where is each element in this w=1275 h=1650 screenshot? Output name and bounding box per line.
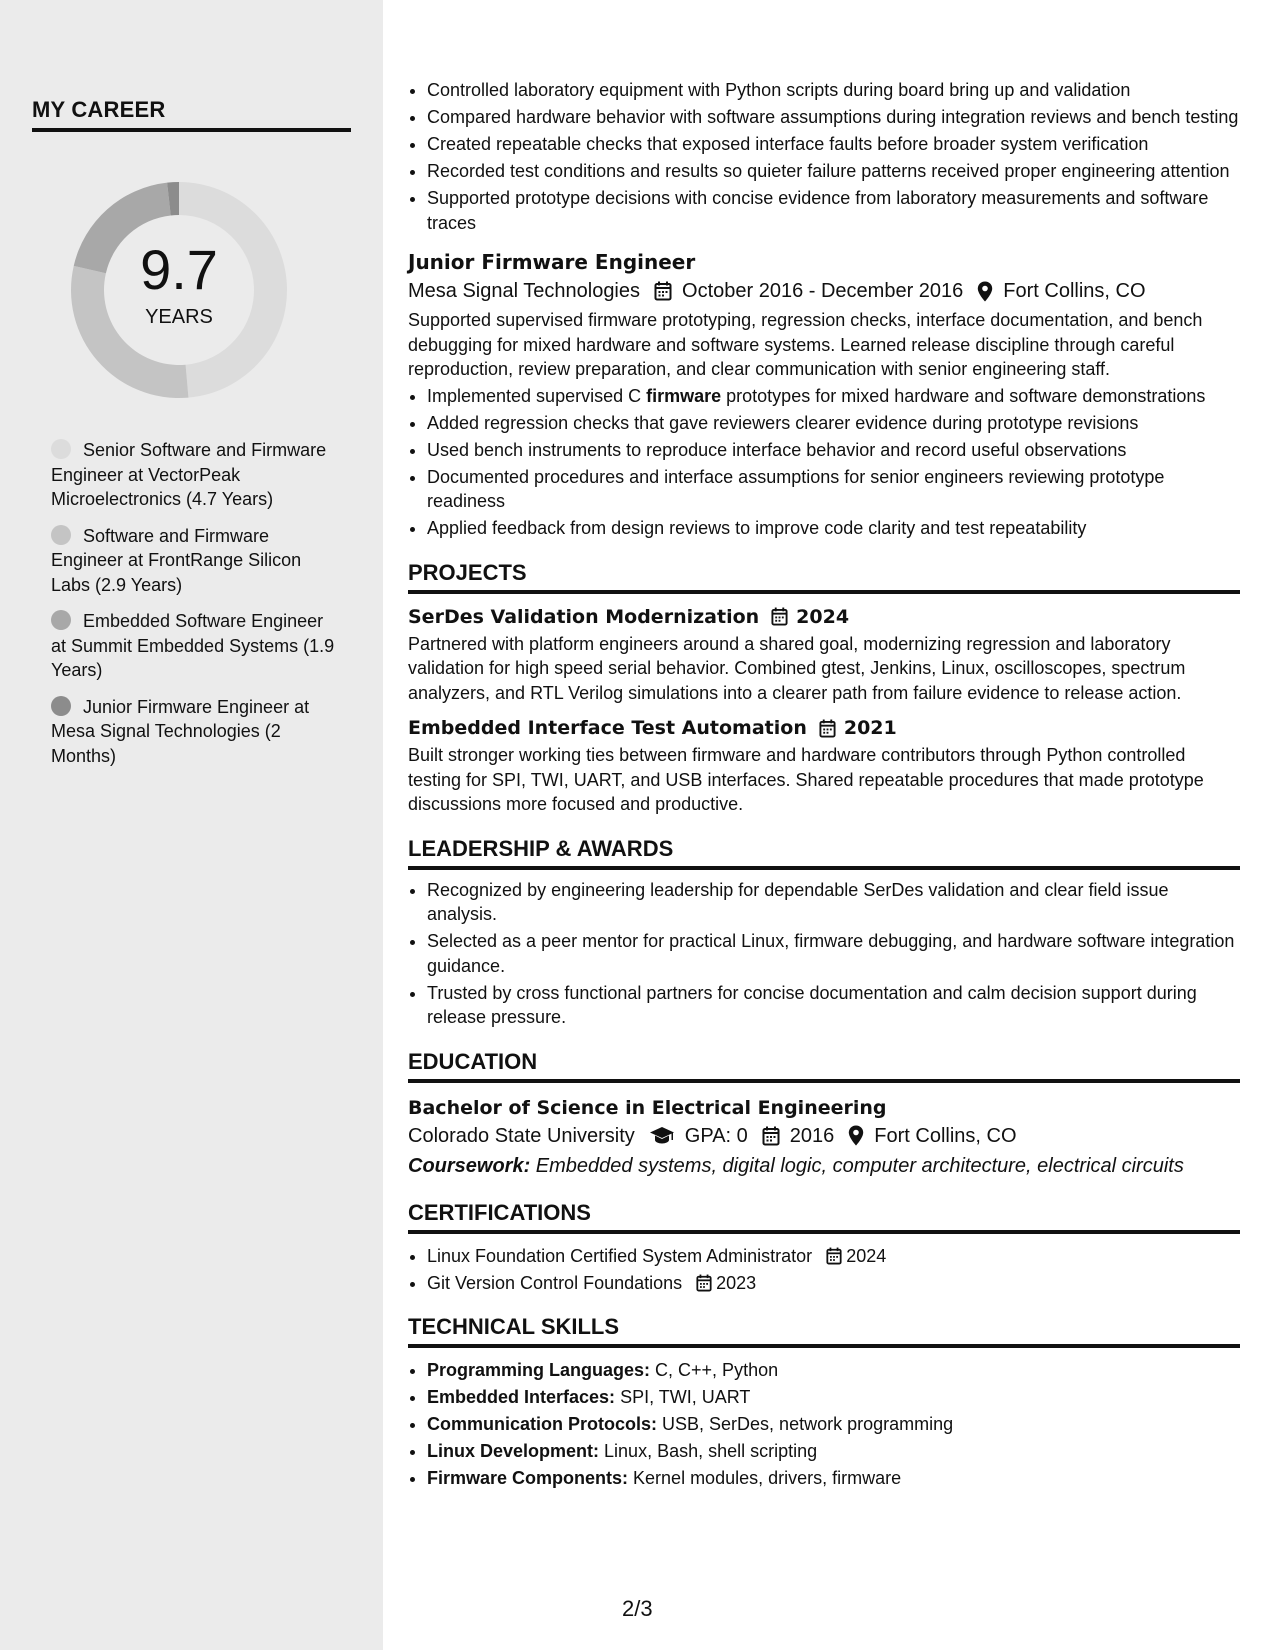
skill-category: Embedded Interfaces:: [427, 1387, 616, 1407]
career-legend-item: [51, 524, 341, 598]
legend-dot-icon: [51, 439, 71, 459]
bullet-item: [427, 384, 1240, 409]
coursework-text: Embedded systems, digital logic, computer architecture, electrical circuits: [530, 1154, 1184, 1177]
gpa: GPA: 0: [684, 1124, 748, 1147]
skill-item: [427, 1412, 1240, 1437]
bullet-text: prototypes for mixed hardware and software demonstrations: [721, 385, 1206, 406]
project-description: Partnered with platform engineers around a shared goal, modernizing regression and laboratory validation for high speed serial behavior. Combined gtest, Jenkins, Linux, oscilloscopes, spectrum analyzers, and RTL Verilog simulations into a clearer path from failure evidence to release action.: [408, 633, 1186, 703]
certification-name: • Linux Foundation Certified System Administrator: [427, 1245, 813, 1266]
skill-values: USB, SerDes, network programming: [657, 1414, 954, 1434]
job-summary: Supported supervised firmware prototyping, regression checks, interface documentation, and bench debugging for mixed hardware and software systems. Learned release discipline through careful reproduction, review preparation, and clear communication with senior engineering staff.: [408, 310, 1203, 379]
graduation-year: 2016: [789, 1124, 835, 1147]
skill-item: [427, 1385, 1240, 1410]
leadership-heading: LEADERSHIP & AWARDS: [408, 835, 1240, 870]
certifications-heading: CERTIFICATIONS: [408, 1199, 1240, 1234]
sidebar-title: MY CAREER: [32, 97, 166, 122]
career-legend-item: [51, 695, 341, 769]
skill-category: Programming Languages:: [427, 1360, 651, 1380]
job-company: Mesa Signal Technologies: [408, 280, 641, 302]
legend-dot-icon: [51, 525, 71, 545]
leadership-list: [408, 878, 1240, 1030]
project-description: Built stronger working ties between firmware and hardware contributors through Python controlled testing for SPI, TWI, UART, and USB interfaces. Shared repeatable procedures that made prototype discussions more focused and productive.: [408, 745, 1204, 814]
bullet-item: • Created repeatable checks that exposed interface faults before broader system verification: [427, 132, 1240, 157]
certifications-list: [408, 1244, 1240, 1296]
education-meta: [408, 1121, 1240, 1151]
legend-dot-icon: [51, 610, 71, 630]
bullet-item: • Controlled laboratory equipment with Python scripts during board bring up and validation: [427, 78, 1240, 103]
bullet-item: • Applied feedback from design reviews to improve code clarity and test repeatability: [427, 516, 1240, 541]
skill-values: Kernel modules, drivers, firmware: [628, 1468, 902, 1488]
map-pin-icon: [848, 1125, 864, 1146]
page-number: 2/3: [622, 1596, 653, 1621]
graduation-cap-icon: [649, 1126, 675, 1145]
sidebar-title-rule: [32, 128, 351, 132]
job-bullets: [408, 384, 1240, 541]
school-location: Fort Collins, CO: [874, 1124, 1017, 1147]
total-years-value: 9.7: [140, 238, 218, 301]
school-name: Colorado State University: [408, 1124, 635, 1147]
previous-job-bullets: [408, 78, 1240, 235]
skill-category: Firmware Components:: [427, 1468, 629, 1488]
skill-values: C, C++, Python: [650, 1360, 779, 1380]
bullet-item: • Documented procedures and interface assumptions for senior engineers reviewing prototype readiness: [427, 465, 1240, 514]
bullet-item: • Recorded test conditions and results so quieter failure patterns received proper engineering attention: [427, 159, 1240, 184]
career-donut-chart: [66, 177, 292, 403]
calendar-icon: [762, 1126, 780, 1146]
certification-item: [427, 1271, 1240, 1296]
calendar-icon: [819, 719, 836, 738]
project-title-row: [408, 715, 1240, 741]
job-dates: October 2016 - December 2016: [682, 280, 964, 302]
job-meta: [408, 276, 1240, 306]
certification-item: [427, 1244, 1240, 1269]
bullet-item: • Used bench instruments to reproduce interface behavior and record useful observations: [427, 438, 1240, 463]
skill-values: SPI, TWI, UART: [615, 1387, 751, 1407]
calendar-icon: [771, 607, 788, 626]
project-title-row: [408, 604, 1240, 630]
skill-item: [427, 1466, 1240, 1491]
skills-heading: TECHNICAL SKILLS: [408, 1313, 1240, 1348]
bullet-item: • Trusted by cross functional partners for concise documentation and calm decision support during release pressure.: [427, 981, 1240, 1030]
certification-name: • Git Version Control Foundations: [427, 1272, 683, 1293]
career-legend-item: [51, 438, 341, 512]
bullet-item: • Recognized by engineering leadership for dependable SerDes validation and clear field issue analysis.: [427, 878, 1240, 927]
skills-list: [408, 1358, 1240, 1491]
project-title: SerDes Validation Modernization: [408, 605, 760, 628]
project-year: 2021: [843, 717, 897, 739]
total-years-unit: YEARS: [145, 306, 213, 328]
bullet-item: • Supported prototype decisions with concise evidence from laboratory measurements and software traces: [427, 186, 1240, 235]
main-content: [408, 78, 1240, 1493]
bullet-text: Implemented supervised C: [427, 385, 647, 406]
skill-values: Linux, Bash, shell scripting: [599, 1441, 818, 1461]
skill-item: [427, 1439, 1240, 1464]
job-title: Junior Firmware Engineer: [408, 250, 696, 274]
career-legend-label: Senior Software and Firmware Engineer at VectorPeak Microelectronics (4.7 Years): [51, 440, 327, 509]
skill-category: Communication Protocols:: [427, 1414, 658, 1434]
coursework-label: Coursework:: [408, 1154, 531, 1177]
project-title: Embedded Interface Test Automation: [408, 717, 807, 739]
certification-year: 2024: [846, 1245, 887, 1266]
bullet-item: • Selected as a peer mentor for practical Linux, firmware debugging, and hardware software integration guidance.: [427, 929, 1240, 978]
legend-dot-icon: [51, 696, 71, 716]
bullet-keyword: firmware: [646, 385, 722, 406]
bullet-item: • Compared hardware behavior with software assumptions during integration reviews and bench testing: [427, 105, 1240, 130]
career-legend-label: Software and Firmware Engineer at FrontRange Silicon Labs (2.9 Years): [51, 525, 302, 595]
career-legend-label: Embedded Software Engineer at Summit Embedded Systems (1.9 Years): [51, 611, 335, 680]
degree-title: Bachelor of Science in Electrical Engineering: [408, 1096, 887, 1119]
projects-heading: PROJECTS: [408, 559, 1240, 594]
bullet-item: • Added regression checks that gave reviewers clearer evidence during prototype revisions: [427, 411, 1240, 436]
career-legend-label: Junior Firmware Engineer at Mesa Signal Technologies (2 Months): [51, 696, 310, 766]
map-pin-icon: [977, 281, 993, 302]
career-legend-item: [51, 609, 341, 683]
job-location: Fort Collins, CO: [1003, 280, 1146, 302]
coursework: [408, 1151, 1240, 1181]
career-sidebar: [0, 0, 383, 1650]
career-legend: [51, 438, 341, 780]
calendar-icon: [826, 1247, 842, 1265]
skill-item: [427, 1358, 1240, 1383]
project-year: 2024: [796, 605, 850, 628]
skill-category: Linux Development:: [427, 1441, 600, 1461]
calendar-icon: [654, 281, 672, 301]
certification-year: 2023: [716, 1272, 757, 1293]
calendar-icon: [696, 1274, 712, 1292]
education-heading: EDUCATION: [408, 1048, 1240, 1083]
